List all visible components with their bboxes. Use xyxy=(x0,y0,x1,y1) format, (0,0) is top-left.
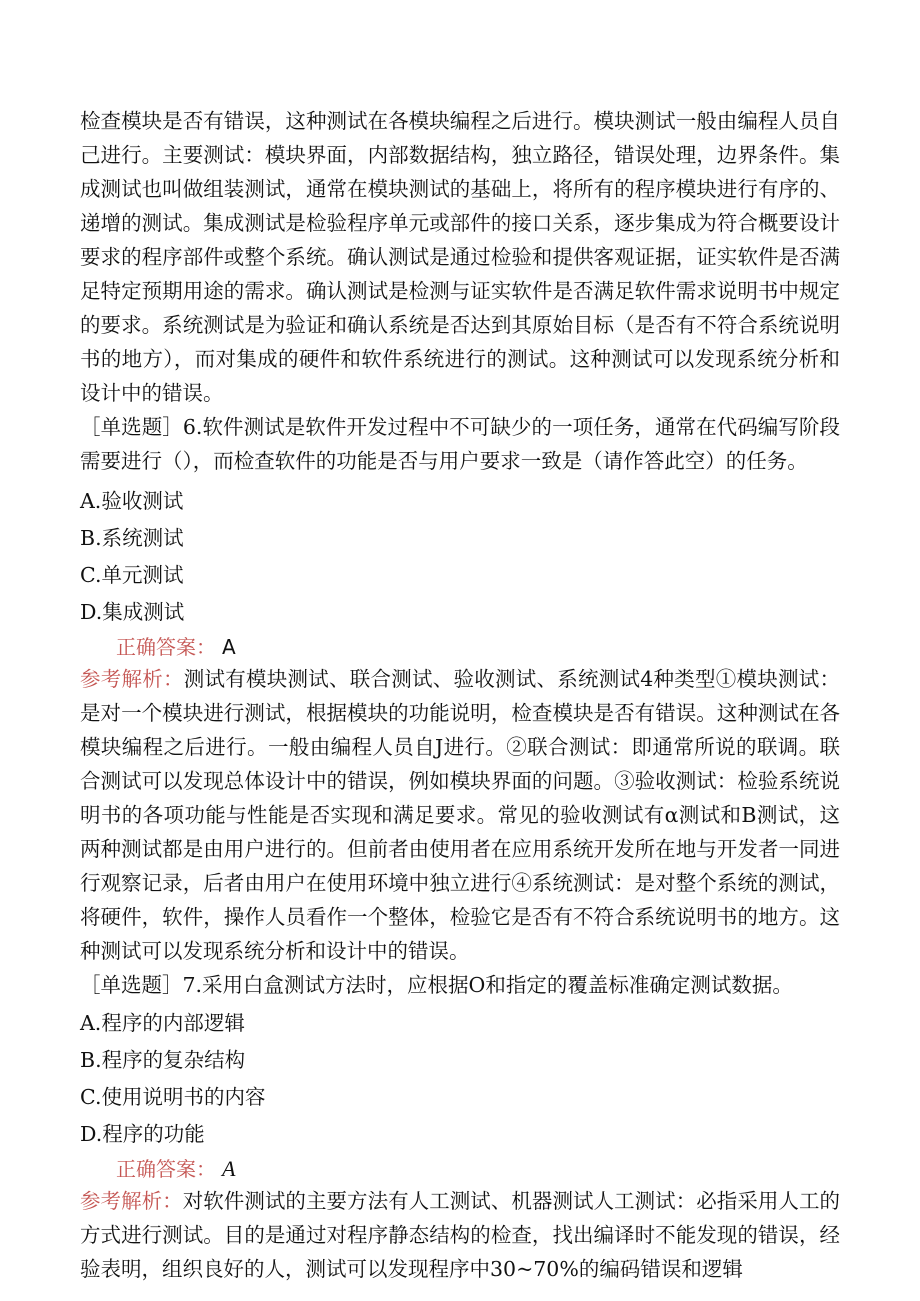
question-6 xyxy=(80,410,840,968)
question-6-answer-value: A xyxy=(222,635,236,659)
question-6-options xyxy=(80,482,840,630)
question-6-answer-label: 正确答案： xyxy=(116,635,216,659)
question-7-stem xyxy=(80,968,840,1002)
question-6-answer xyxy=(116,632,840,662)
question-6-analysis-text: 测试有模块测试、联合测试、验收测试、系统测试4种类型①模块测试：是对一个模块进行测试，根据模块的功能说明，检查模块是否有错误。这种测试在各模块编程之后进行。一般由编程人员自J进行。②联合测试：即通常所说的联调。联合测试可以发现总体设计中的错误，例如模块界面的问题。③验收测试：检验系统说明书的各项功能与性能是否实现和满足要求。常见的验收测试有α测试和B测试，这两种测试都是由用户进行的。但前者由使用者在应用系统开发所在地与开发者一同进行观察记录，后者由用户在使用环境中独立进行④系统测试：是对整个系统的测试，将硬件，软件，操作人员看作一个整体，检验它是否有不符合系统说明书的地方。这种测试可以发现系统分析和设计中的错误。 xyxy=(80,667,841,963)
question-6-stem xyxy=(80,410,840,478)
question-7-answer-label: 正确答案： xyxy=(116,1157,216,1181)
question-7-answer-value: A xyxy=(222,1156,236,1181)
document-page xyxy=(80,104,840,1286)
question-7-tag: ［单选题］ xyxy=(80,973,183,997)
intro-paragraph: 检查模块是否有错误，这种测试在各模块编程之后进行。模块测试一般由编程人员自己进行。主要测试：模块界面，内部数据结构，独立路径，错误处理，边界条件。集成测试也叫做组装测试，通常在模块测试的基础上，将所有的程序模块进行有序的、递增的测试。集成测试是检验程序单元或部件的接口关系，逐步集成为符合概要设计要求的程序部件或整个系统。确认测试是通过检验和提供客观证据，证实软件是否满足特定预期用途的需求。确认测试是检测与证实软件是否满足软件需求说明书中规定的要求。系统测试是为验证和确认系统是否达到其原始目标（是否有不符合系统说明书的地方），而对集成的硬件和软件系统进行的测试。这种测试可以发现系统分析和设计中的错误。 xyxy=(80,109,840,405)
question-6-option-a: A.验收测试 xyxy=(80,488,184,513)
question-7-option-d: D.程序的功能 xyxy=(80,1121,205,1146)
question-6-text: 6.软件测试是软件开发过程中不可缺少的一项任务，通常在代码编写阶段需要进行（），而检查软件的功能是否与用户要求一致是（请作答此空）的任务。 xyxy=(80,415,840,473)
question-7-option-b: B.程序的复杂结构 xyxy=(80,1047,246,1072)
question-6-option-c: C.单元测试 xyxy=(80,562,184,587)
question-7-analysis-text: 对软件测试的主要方法有人工测试、机器测试人工测试：必指采用人工的方式进行测试。目的是通过对程序静态结构的检查，找出编译时不能发现的错误，经验表明，组织良好的人，测试可以发现程序中30~70%的编码错误和逻辑 xyxy=(80,1189,841,1281)
question-6-option-b: B.系统测试 xyxy=(80,525,184,550)
question-7-option-a: A.程序的内部逻辑 xyxy=(80,1010,245,1035)
question-7-options xyxy=(80,1004,840,1152)
question-7-analysis xyxy=(80,1184,840,1286)
question-7-answer xyxy=(116,1154,840,1184)
question-6-analysis xyxy=(80,662,840,968)
question-6-analysis-label: 参考解析： xyxy=(80,667,184,691)
question-6-tag: ［单选题］ xyxy=(80,415,183,439)
question-7-option-c: C.使用说明书的内容 xyxy=(80,1084,266,1109)
question-7 xyxy=(80,968,840,1286)
question-6-option-d: D.集成测试 xyxy=(80,599,185,624)
question-7-text: 7.采用白盒测试方法时，应根据O和指定的覆盖标准确定测试数据。 xyxy=(182,973,793,997)
question-7-analysis-label: 参考解析： xyxy=(80,1189,183,1213)
